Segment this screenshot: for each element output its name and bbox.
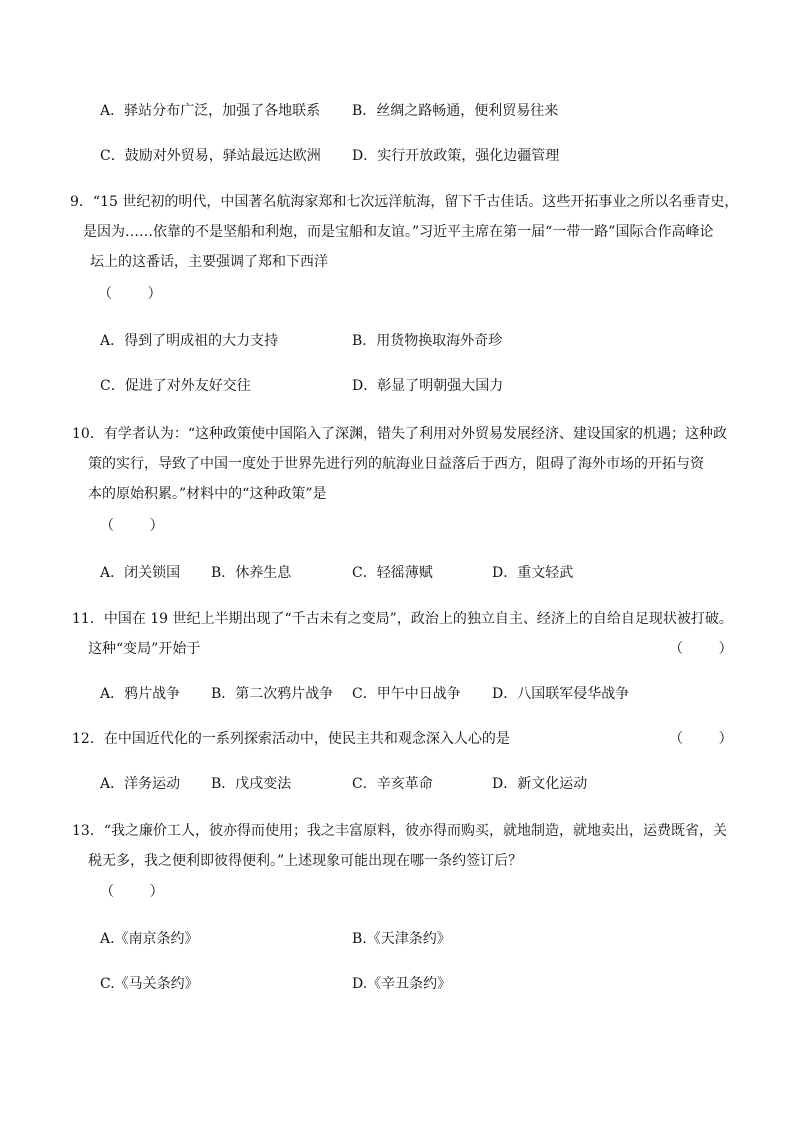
q9-answer-paren: （ ） [98, 286, 162, 302]
q8-option-c: C．鼓励对外贸易，驿站最远达欧洲 [100, 148, 321, 164]
q11-option-d: D．八国联军侵华战争 [492, 686, 630, 702]
q11-stem-line-1: 11．中国在 19 世纪上半期出现了“千古未有之变局”，政治上的独立自主、经济上的自给自足现状被打破。 [72, 611, 733, 627]
q13-stem-line-1: 13．“我之廉价工人，彼亦得而使用；我之丰富原料，彼亦得而购买，就地制造，就地卖出，运费既省，关 [72, 823, 727, 839]
q12-option-d: D．新文化运动 [492, 776, 588, 792]
q8-option-d: D．实行开放政策，强化边疆管理 [352, 148, 560, 164]
q10-option-c: C．轻徭薄赋 [352, 565, 433, 581]
q13-option-d: D.《辛丑条约》 [352, 976, 452, 992]
q11-option-b: B．第二次鸦片战争 [211, 686, 334, 702]
q11-option-a: A．鸦片战争 [100, 686, 181, 702]
q12-option-b: B．戊戌变法 [211, 776, 292, 792]
q13-option-b: B.《天津条约》 [352, 931, 451, 947]
q11-answer-paren: （ ） [669, 641, 733, 657]
q13-option-a: A.《南京条约》 [100, 931, 199, 947]
q10-stem-line-1: 10．有学者认为：“这种政策使中国陷入了深渊，错失了利用对外贸易发展经济、建设国家的机遇；这种政 [72, 426, 727, 442]
q9-option-a: A．得到了明成祖的大力支持 [100, 333, 279, 349]
q12-option-a: A．洋务运动 [100, 776, 181, 792]
q10-option-a: A．闭关锁国 [100, 565, 181, 581]
q9-option-c: C．促进了对外友好交往 [100, 378, 251, 394]
q13-stem-line-2: 税无多，我之便利即彼得便利。”上述现象可能出现在哪一条约签订后？ [88, 853, 523, 869]
q8-option-b: B．丝绸之路畅通，便利贸易往来 [352, 103, 559, 119]
q12-answer-paren: （ ） [669, 731, 733, 747]
q13-answer-paren: （ ） [100, 884, 164, 900]
q9-option-d: D．彰显了明朝强大国力 [352, 378, 504, 394]
q12-stem-line-1: 12．在中国近代化的一系列探索活动中，使民主共和观念深入人心的是 [72, 731, 510, 747]
q9-stem-line-3: 坛上的这番话，主要强调了郑和下西洋 [90, 254, 328, 270]
q10-option-d: D．重文轻武 [492, 565, 574, 581]
q13-option-c: C.《马关条约》 [100, 976, 199, 992]
q12-option-c: C．辛亥革命 [352, 776, 433, 792]
q10-option-b: B．休养生息 [211, 565, 292, 581]
q10-stem-line-3: 本的原始积累。”材料中的“这种政策”是 [88, 486, 327, 502]
q8-option-a: A．驿站分布广泛，加强了各地联系 [100, 103, 321, 119]
q9-stem-line-1: 9．“15 世纪初的明代，中国著名航海家郑和七次远洋航海，留下千古佳话。这些开拓事业之所以名垂青史， [70, 194, 739, 210]
q10-stem-line-2: 策的实行，导致了中国一度处于世界先进行列的航海业日益落后于西方，阻碍了海外市场的开拓与资 [88, 456, 704, 472]
q11-option-c: C．甲午中日战争 [352, 686, 461, 702]
q9-stem-line-2: 是因为……依靠的不是坚船和利炮，而是宝船和友谊。”习近平主席在第一届“一带一路”国际合作高峰论 [83, 224, 714, 240]
q9-option-b: B．用货物换取海外奇珍 [352, 333, 503, 349]
q10-answer-paren: （ ） [100, 518, 164, 534]
q11-stem-line-2: 这种“变局”开始于 [88, 641, 201, 657]
